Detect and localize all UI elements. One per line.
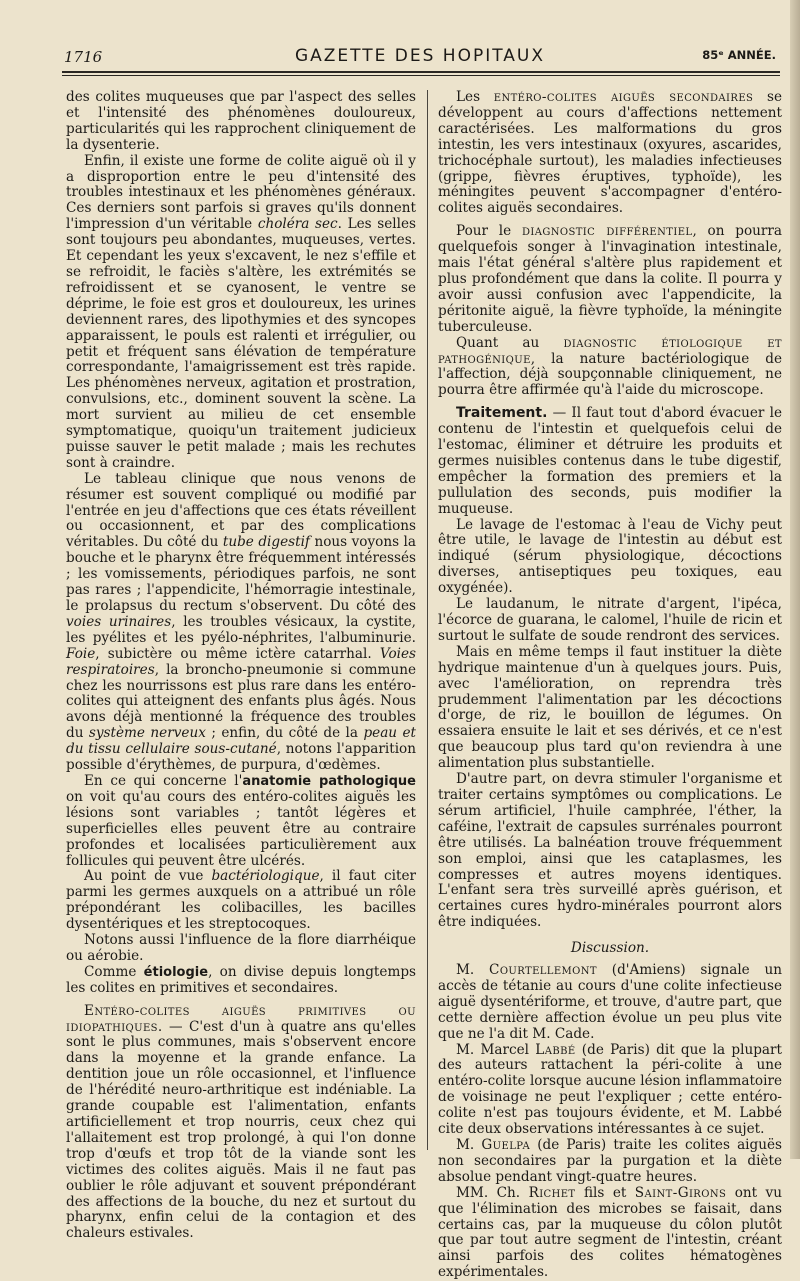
- text-run: voies urinaires: [66, 613, 172, 630]
- text-run: Les: [456, 89, 494, 105]
- text-run: ; enfin, du côté de la: [205, 725, 364, 742]
- text-run: Voies respiratoires: [66, 645, 416, 678]
- text-run: peau et du tissu cellulaire sous-cutané: [66, 725, 417, 758]
- header-rule-thin: [62, 75, 780, 76]
- text-run: (d'Amiens) signale un accès de tétanie au cours d'une colite infectieuse aiguë dysentériforme, et trouve, d'autre part, que cette dernière affection évolue un peu plus vite que ne l'a dit M. Cade.: [438, 962, 782, 1042]
- left-column: [66, 90, 416, 1242]
- text-run: M.: [456, 962, 490, 979]
- header-rule-thick: [62, 71, 780, 73]
- text-run: Entéro-colites aiguës primitives ou idiopathiques.: [66, 1002, 416, 1035]
- text-run: Comme: [84, 963, 144, 980]
- text-run: diagnostic différentiel: [521, 223, 693, 240]
- text-run: étiologie: [143, 964, 209, 980]
- section-heading-discussion: Discussion.: [570, 940, 650, 957]
- text-run: , la nature bactériologique de l'affection, déjà soupçonnable cliniquement, ne pourra être affirmée qu'à l'aide du microscope.: [438, 350, 782, 399]
- paragraph: [66, 965, 416, 997]
- paragraph: [66, 1004, 416, 1243]
- paragraph: [438, 90, 782, 217]
- running-header: [64, 44, 776, 70]
- text-run: se développent au cours d'affections nettement caractérisées. Les malformations du gros intestin, les vers intestinaux (oxyures, ascarides, trichocéphale surtout), les maladies infectieuses (grippe, fièvres éruptives, typhoïde), les méningites peuvent s'accompagner d'entéro-colites aiguës secondaires.: [438, 89, 783, 217]
- text-run: bactériologique: [211, 868, 320, 885]
- text-run: Notons aussi l'influence de la flore diarrhéique ou aérobie.: [66, 932, 416, 964]
- text-run: Le laudanum, le nitrate d'argent, l'ipéca, l'écorce de guarana, le calomel, l'huile de ricin et surtout le sulfate de soude rendront des services.: [438, 596, 782, 644]
- text-run: choléra sec: [257, 216, 338, 233]
- paragraph: [438, 1186, 782, 1281]
- text-run: Labbé: [535, 1041, 576, 1058]
- text-run: Au point de vue: [84, 868, 212, 885]
- text-run: Courtellemont: [489, 962, 598, 979]
- text-run: nous voyons la bouche et le pharynx être fréquemment intéressés ; les vomissements, périodiques parfois, ne sont pas rares ; l'appendicite, l'hémorragie intestinale, le prolapsus du rectum s'observent. Du côté des: [66, 534, 417, 614]
- paragraph: [438, 772, 782, 931]
- text-run: Guelpa: [481, 1137, 531, 1153]
- paragraph: [438, 224, 782, 335]
- paragraph: [66, 154, 416, 472]
- text-run: Enfin, il existe une forme de colite aiguë où il y a disproportion entre le peu d'intensité des troubles intestinaux et les phénomènes généraux. Ces derniers sont parfois si graves qu'ils donnent l'impression d'un véritable: [66, 152, 416, 233]
- right-column: [438, 90, 782, 1281]
- text-run: Le lavage de l'estomac à l'eau de Vichy peut être utile, le lavage de l'intestin au début est indiqué (sérum physiologique, décoctions diverses, antiseptiques peu toxiques, eau oxygénée).: [438, 516, 782, 597]
- text-run: ont vu que l'élimination des microbes se faisait, dans certains cas, par la muqueuse du côlon plutôt que par tout autre segment de l'intestin, créant ainsi parfois des colites hématogènes expérimentales.: [438, 1184, 782, 1281]
- text-run: entéro-colites aiguës secondaires: [493, 89, 754, 105]
- section-heading-traitement: Traitement.: [456, 405, 548, 422]
- text-run: , la broncho-pneumonie si commune chez les nourrissons est plus rare dans les entéro-colites qui atteignent des enfants plus âgés. Nous avons déjà mentionné la fréquence des troubles du: [66, 661, 416, 742]
- paragraph: [438, 518, 782, 598]
- text-run: — Il faut tout d'abord évacuer le contenu de l'intestin et quelquefois celui de l'estomac, éliminer et détruire les produits et germes nuisibles contenus dans le tube digestif, empêcher la formation des premiers et la pullulation des seconds, puis modifier la muqueuse.: [438, 405, 782, 517]
- journal-title: GAZETTE DES HOPITAUX: [294, 46, 546, 66]
- text-run: , il faut citer parmi les germes auxquels on a attribué un rôle prépondérant les colibacilles, les bacilles dysentériques et les streptocoques.: [66, 868, 416, 933]
- text-run: tube digestif: [222, 534, 310, 551]
- text-run: , les troubles vésicaux, la cystite, les pyélites et les pyélo-néphrites, l'albuminurie.: [66, 613, 416, 646]
- text-run: on voit qu'au cours des entéro-colites aiguës les lésions sont variables ; tantôt légères et superficielles elles peuvent être au contraire profondes et localisées particulièrement aux follicules qui peuvent être ulcérés.: [66, 788, 416, 869]
- text-run: système nerveux: [88, 725, 206, 742]
- paragraph: [438, 963, 782, 1043]
- text-run: MM. Ch.: [456, 1184, 529, 1201]
- column-separator: [427, 90, 428, 1150]
- page-edge-shadow: [790, 0, 800, 1159]
- text-run: En ce qui concerne l': [84, 772, 243, 789]
- paragraph: [66, 869, 416, 933]
- text-run: Foie: [66, 645, 96, 662]
- text-run: , on pourra quelquefois songer à l'invagination intestinale, mais l'état général s'altère plus rapidement et plus profondément que dans la colite. Il pourra y avoir aussi confusion avec l'appendicite, la péritonite aiguë, la fièvre typhoïde, la méningite tuberculeuse.: [438, 223, 782, 335]
- text-run: diagnostic étiologique et pathogénique: [438, 334, 782, 367]
- text-run: Mais en même temps il faut instituer la diète hydrique maintenue d'un à quelques jours. Puis, avec l'amélioration, on reprendra très prudemment l'alimentation par les décoctions d'orge, de riz, le bouillon de légumes. On essaiera ensuite le lait et ses dérivés, et ce n'est que beaucoup plus tard qu'on reviendra à une alimentation plus substantielle.: [438, 643, 782, 772]
- text-run: Saint-Girons: [634, 1184, 727, 1201]
- text-run: fils et: [575, 1184, 635, 1201]
- paragraph: [438, 597, 782, 645]
- text-run: , on divise depuis longtemps les colites en primitives et secondaires.: [66, 963, 417, 996]
- text-run: . Les selles sont toujours peu abondantes, muqueuses, vertes. Et cependant les yeux s'excavent, le nez s'effile et se refroidit, le faciès s'altère, les extrémités se refroidissent et se cyanosent, le ventre se déprime, le foie est gros et douloureux, les urines deviennent rares, des lipothymies et des syncopes apparaissent, le pouls est ralenti et irrégulier, ou petit et fréquent sans élévation de température correspondante, l'amaigrissement est très rapide. Les phénomènes nerveux, agitation et prostration, convulsions, etc., dominent souvent la scène. La mort survient au milieu de cet ensemble symptomatique, quoiqu'un traitement judicieux puisse sauver le petit malade ; mais les rechutes sont à craindre.: [66, 216, 416, 471]
- text-run: anatomie pathologique: [242, 773, 416, 789]
- text-run: (de Paris) dit que la plupart des auteurs rattachent la péri-colite à une entéro-colite lorsque aucune lésion inflammatoire de voisinage ne peut l'expliquer ; cette entéro-colite n'est pas toujours évidente, et M. Labbé cite deux observations intéressantes à ce sujet.: [438, 1041, 782, 1138]
- paragraph: [438, 645, 782, 772]
- paragraph: [66, 90, 416, 154]
- text-run: M.: [456, 1137, 482, 1153]
- paragraph: [438, 406, 782, 517]
- paragraph: [66, 933, 416, 965]
- text-run: Pour le: [456, 223, 522, 240]
- text-run: M. Marcel: [456, 1041, 536, 1058]
- paragraph: [66, 774, 416, 869]
- text-run: , notons l'apparition possible d'érythèmes, de purpura, d'œdèmes.: [66, 741, 417, 774]
- volume-year: 85ᵉ ANNÉE.: [702, 48, 776, 62]
- text-run: , subictère ou même ictère catarrhal.: [95, 645, 380, 662]
- paragraph: [66, 472, 416, 774]
- text-run: Quant au: [456, 334, 564, 351]
- paragraph: [438, 336, 782, 400]
- text-run: D'autre part, on devra stimuler l'organisme et traiter certains symptômes ou complications. Le sérum artificiel, l'huile camphrée, l'éther, la caféine, l'extrait de capsules surrénales pourront être utilisés. La balnéation trouve fréquemment son emploi, ainsi que les cataplasmes, les compresses et autres moyens identiques. L'enfant sera très surveillé après guérison, et certaines cures hydro-minérales pourront alors être indiquées.: [438, 771, 782, 931]
- text-run: (de Paris) traite les colites aiguës non secondaires par la purgation et la diète absolue pendant vingt-quatre heures.: [438, 1137, 783, 1185]
- text-run: Richet: [528, 1184, 576, 1201]
- text-run: Le tableau clinique que nous venons de résumer est souvent compliqué ou modifié par l'entrée en jeu d'affections que ces états réveillent ou occasionnent, et par des complications véritables. Du côté du: [66, 470, 416, 551]
- paragraph: [438, 1138, 782, 1186]
- page-number: 1716: [64, 48, 103, 66]
- text-run: — C'est d'un à quatre ans qu'elles sont le plus communes, mais s'observent encore dans la moyenne et la grande enfance. La dentition joue un rôle occasionnel, et l'influence de l'hérédité neuro-arthritique est indéniable. La grande coupable est l'alimentation, enfants artificiellement et trop nourris, ceux chez qui l'allaitement est trop prolongé, à qui l'on donne trop d'œufs et trop tôt de la viande sont les victimes des colites aiguës. Mais il ne faut pas oublier le rôle adjuvant et souvent prépondérant des affections de la bouche, du nez et surtout du pharynx, enfin celui de la contagion et des chaleurs estivales.: [66, 1018, 416, 1242]
- text-run: des colites muqueuses que par l'aspect des selles et l'intensité des phénomènes douloureux, particularités qui les rapprochent cliniquement de la dysenterie.: [66, 89, 416, 153]
- paragraph: [438, 1043, 782, 1138]
